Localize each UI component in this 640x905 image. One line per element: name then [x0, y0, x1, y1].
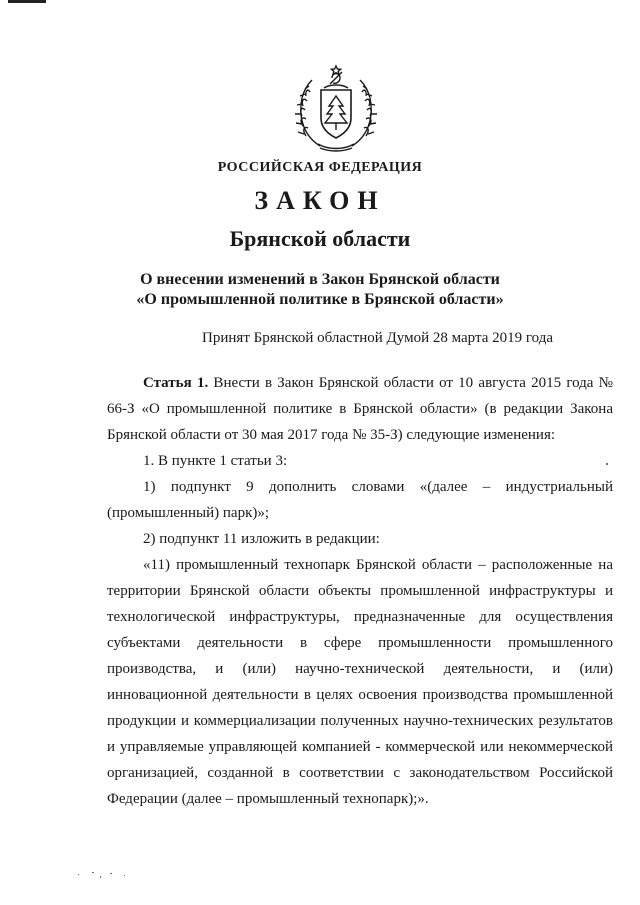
article-intro-text: Внести в Закон Брянской области от 10 августа 2015 года № 66-З «О промышленной политике в Брянской области» (в редакции Закона Брянской области от 30 мая 2017 года № 35-З) следующие изменения: — [107, 375, 613, 443]
item-1-paragraph: 1. В пункте 1 статьи 3: — [143, 453, 288, 469]
scan-speck — [110, 873, 112, 874]
scan-speck — [124, 875, 125, 876]
scan-speck — [78, 874, 79, 875]
subitem-2-paragraph: 2) подпункт 11 изложить в редакции: — [143, 531, 380, 547]
scan-edge-mark — [8, 0, 46, 3]
subitem-1-paragraph: 1) подпункт 9 дополнить словами «(далее – индустриальный (промышленный) парк)»; — [107, 479, 613, 521]
adoption-line: Принят Брянской областной Думой 28 марта 2019 года — [202, 330, 553, 346]
law-subject — [0, 270, 640, 310]
scan-speck — [606, 463, 608, 465]
quoted-definition-paragraph: «11) промышленный технопарк Брянской области – расположенные на территории Брянской области объекты промышленной инфраструктуры и технологической инфраструктуры, предназначенные для осуществления субъектами деятельности в сфере промышленности промышленного производства, и (или) научно-технической деятельности, и (или) инновационной деятельности в целях освоения производства промышленной продукции и коммерциализации полученных научно-технических результатов и управляемые управляющей компанией - коммерческой или некоммерческой организацией, созданной в соответствии с законодательством Российской Федерации (далее – промышленный технопарк);». — [107, 557, 613, 807]
law-subject-line-1: О внесении изменений в Закон Брянской области — [140, 271, 500, 288]
law-subject-line-2: «О промышленной политике в Брянской области» — [136, 291, 504, 308]
scan-speck — [100, 876, 101, 878]
law-title: ЗАКОН — [254, 186, 386, 215]
bryansk-coat-of-arms-icon — [290, 64, 382, 152]
region-title: Брянской области — [229, 226, 411, 251]
article-label: Статья 1. — [143, 375, 209, 391]
article-1-paragraph — [107, 370, 613, 448]
scan-speck — [92, 872, 94, 873]
country-heading: РОССИЙСКАЯ ФЕДЕРАЦИЯ — [217, 160, 423, 175]
